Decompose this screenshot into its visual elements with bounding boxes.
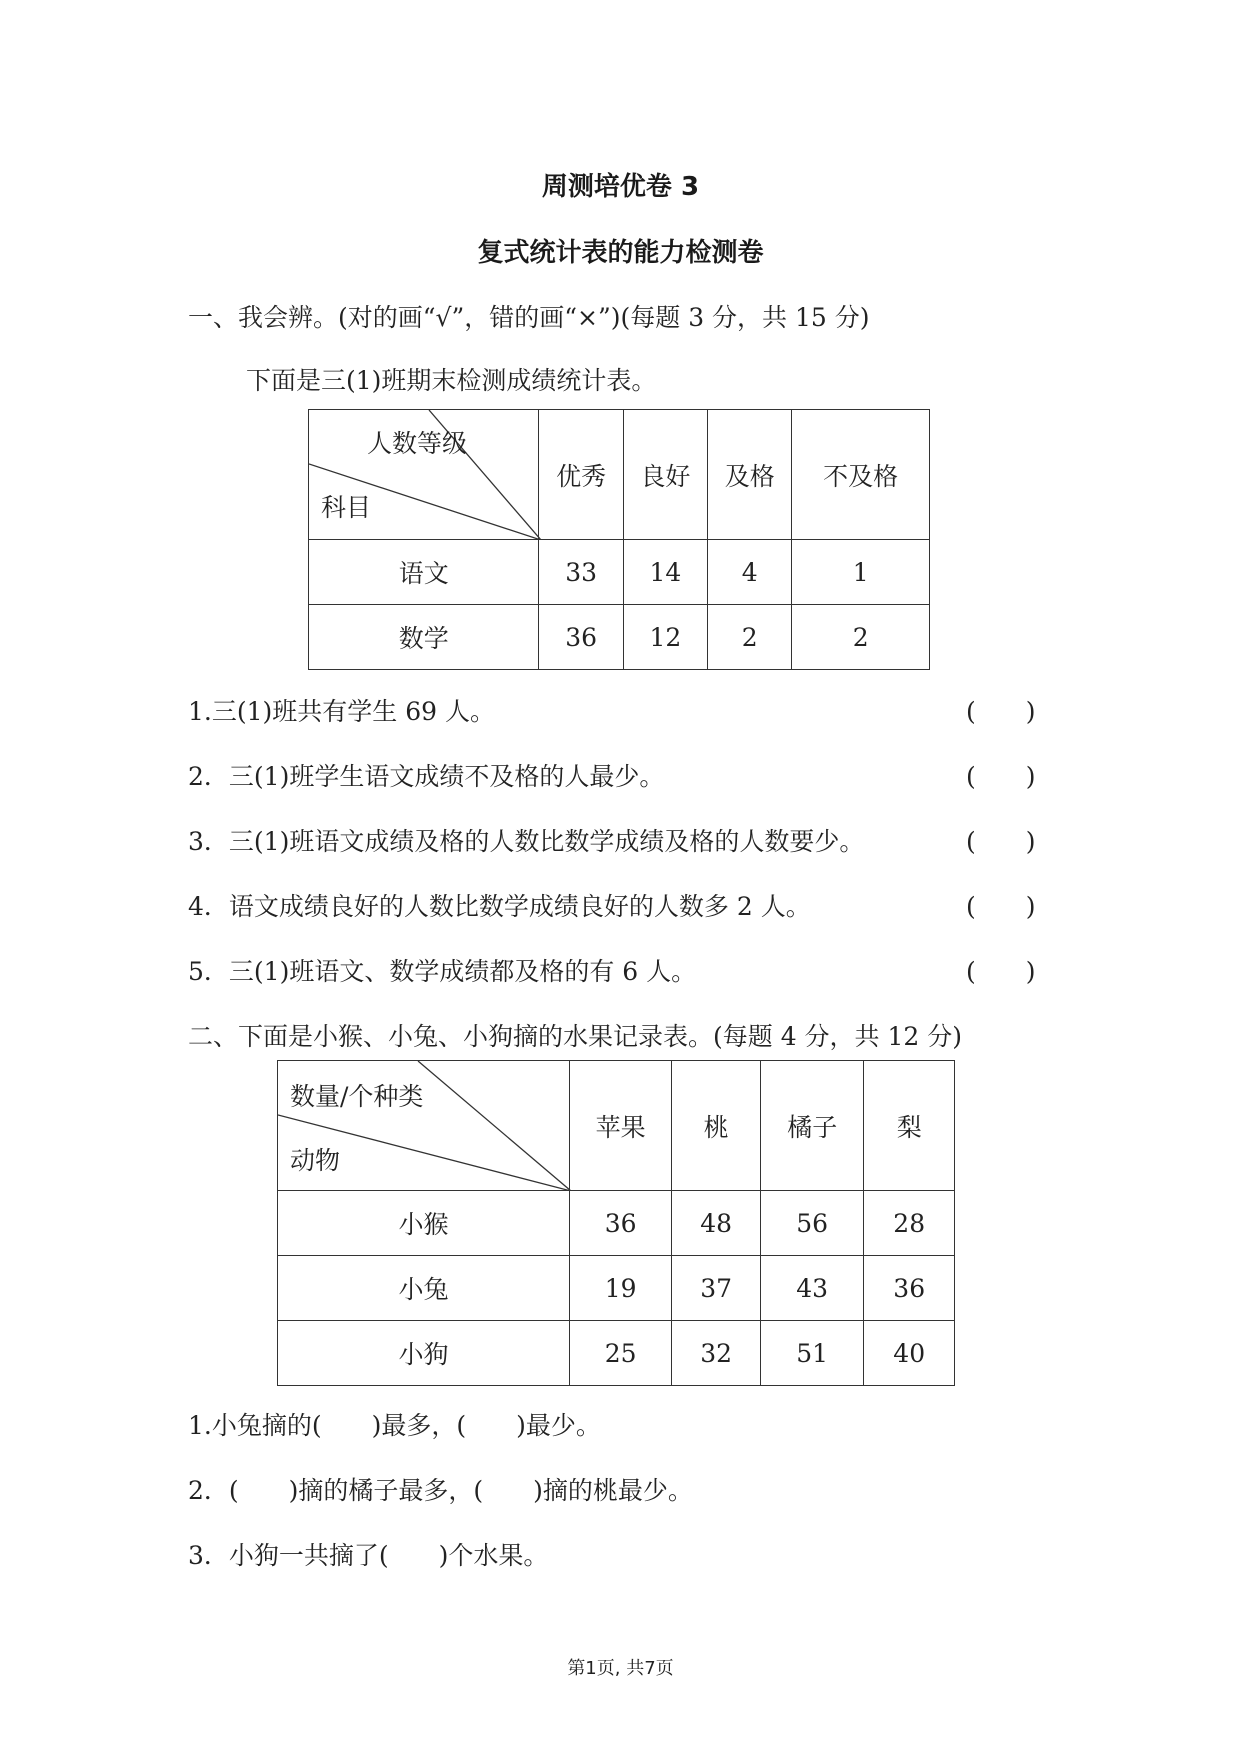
table-cell: 4 xyxy=(708,540,792,605)
score-table-header-cell: 优秀 xyxy=(539,410,623,540)
table-cell: 37 xyxy=(672,1256,761,1321)
fruit-table-corner-cell xyxy=(278,1061,570,1191)
question-1-4: 4．语文成绩良好的人数比数学成绩良好的人数多 2 人。 xyxy=(188,892,811,921)
table-row xyxy=(278,1191,955,1256)
page-subtitle: 复式统计表的能力检测卷 xyxy=(477,238,764,268)
answer-blank-1-2[interactable]: ( ) xyxy=(966,762,1036,791)
row-label: 数学 xyxy=(309,605,539,670)
row-label: 小兔 xyxy=(278,1256,570,1321)
score-table-header-cell: 良好 xyxy=(623,410,707,540)
corner-label-bottom: 科目 xyxy=(321,493,372,522)
answer-blank-1-4[interactable]: ( ) xyxy=(966,892,1036,921)
table-cell: 2 xyxy=(792,605,930,670)
question-2-3: 3．小狗一共摘了( )个水果。 xyxy=(188,1541,549,1570)
page-footer: 第1页, 共7页 xyxy=(567,1658,674,1679)
table-cell: 25 xyxy=(569,1321,671,1386)
table-cell: 48 xyxy=(672,1191,761,1256)
section1-intro: 下面是三(1)班期末检测成绩统计表。 xyxy=(246,366,657,395)
fruit-table-header-cell: 桃 xyxy=(672,1061,761,1191)
table-cell: 43 xyxy=(760,1256,863,1321)
table-cell: 36 xyxy=(864,1256,955,1321)
table-cell: 28 xyxy=(864,1191,955,1256)
table-cell: 36 xyxy=(569,1191,671,1256)
table-row xyxy=(309,605,930,670)
score-table-corner-cell xyxy=(309,410,539,540)
table-cell: 1 xyxy=(792,540,930,605)
score-table xyxy=(308,409,930,670)
answer-blank-1-1[interactable]: ( ) xyxy=(966,697,1036,726)
answer-blank-1-3[interactable]: ( ) xyxy=(966,827,1036,856)
table-row xyxy=(278,1321,955,1386)
row-label: 小猴 xyxy=(278,1191,570,1256)
section2-heading: 二、下面是小猴、小兔、小狗摘的水果记录表。(每题 4 分，共 12 分) xyxy=(188,1022,963,1051)
table-cell: 33 xyxy=(539,540,623,605)
row-label: 小狗 xyxy=(278,1321,570,1386)
corner-label-bottom: 动物 xyxy=(290,1146,341,1175)
answer-blank-1-5[interactable]: ( ) xyxy=(966,957,1036,986)
fruit-table-header-cell: 橘子 xyxy=(760,1061,863,1191)
question-1-5: 5．三(1)班语文、数学成绩都及格的有 6 人。 xyxy=(188,957,697,986)
section1-heading: 一、我会辨。(对的画“√”，错的画“×”)(每题 3 分，共 15 分) xyxy=(188,303,870,332)
table-row xyxy=(278,1256,955,1321)
score-table-header-cell: 及格 xyxy=(708,410,792,540)
question-2-2: 2．( )摘的橘子最多，( )摘的桃最少。 xyxy=(188,1476,693,1505)
table-cell: 2 xyxy=(708,605,792,670)
corner-label-top: 数量/个种类 xyxy=(290,1082,424,1111)
table-cell: 32 xyxy=(672,1321,761,1386)
fruit-table-header-cell: 梨 xyxy=(864,1061,955,1191)
fruit-table-header-cell: 苹果 xyxy=(569,1061,671,1191)
question-1-3: 3．三(1)班语文成绩及格的人数比数学成绩及格的人数要少。 xyxy=(188,827,865,856)
row-label: 语文 xyxy=(309,540,539,605)
table-cell: 19 xyxy=(569,1256,671,1321)
fruit-table xyxy=(277,1060,955,1386)
table-cell: 56 xyxy=(760,1191,863,1256)
corner-label-top: 人数等级 xyxy=(367,429,468,458)
table-cell: 14 xyxy=(623,540,707,605)
table-cell: 40 xyxy=(864,1321,955,1386)
score-table-header-cell: 不及格 xyxy=(792,410,930,540)
question-2-1: 1.小兔摘的( )最多，( )最少。 xyxy=(188,1411,601,1440)
question-1-1: 1.三(1)班共有学生 69 人。 xyxy=(188,697,495,726)
question-1-2: 2．三(1)班学生语文成绩不及格的人最少。 xyxy=(188,762,665,791)
table-cell: 51 xyxy=(760,1321,863,1386)
table-cell: 36 xyxy=(539,605,623,670)
page-title: 周测培优卷 3 xyxy=(541,172,700,202)
table-cell: 12 xyxy=(623,605,707,670)
table-row xyxy=(309,540,930,605)
